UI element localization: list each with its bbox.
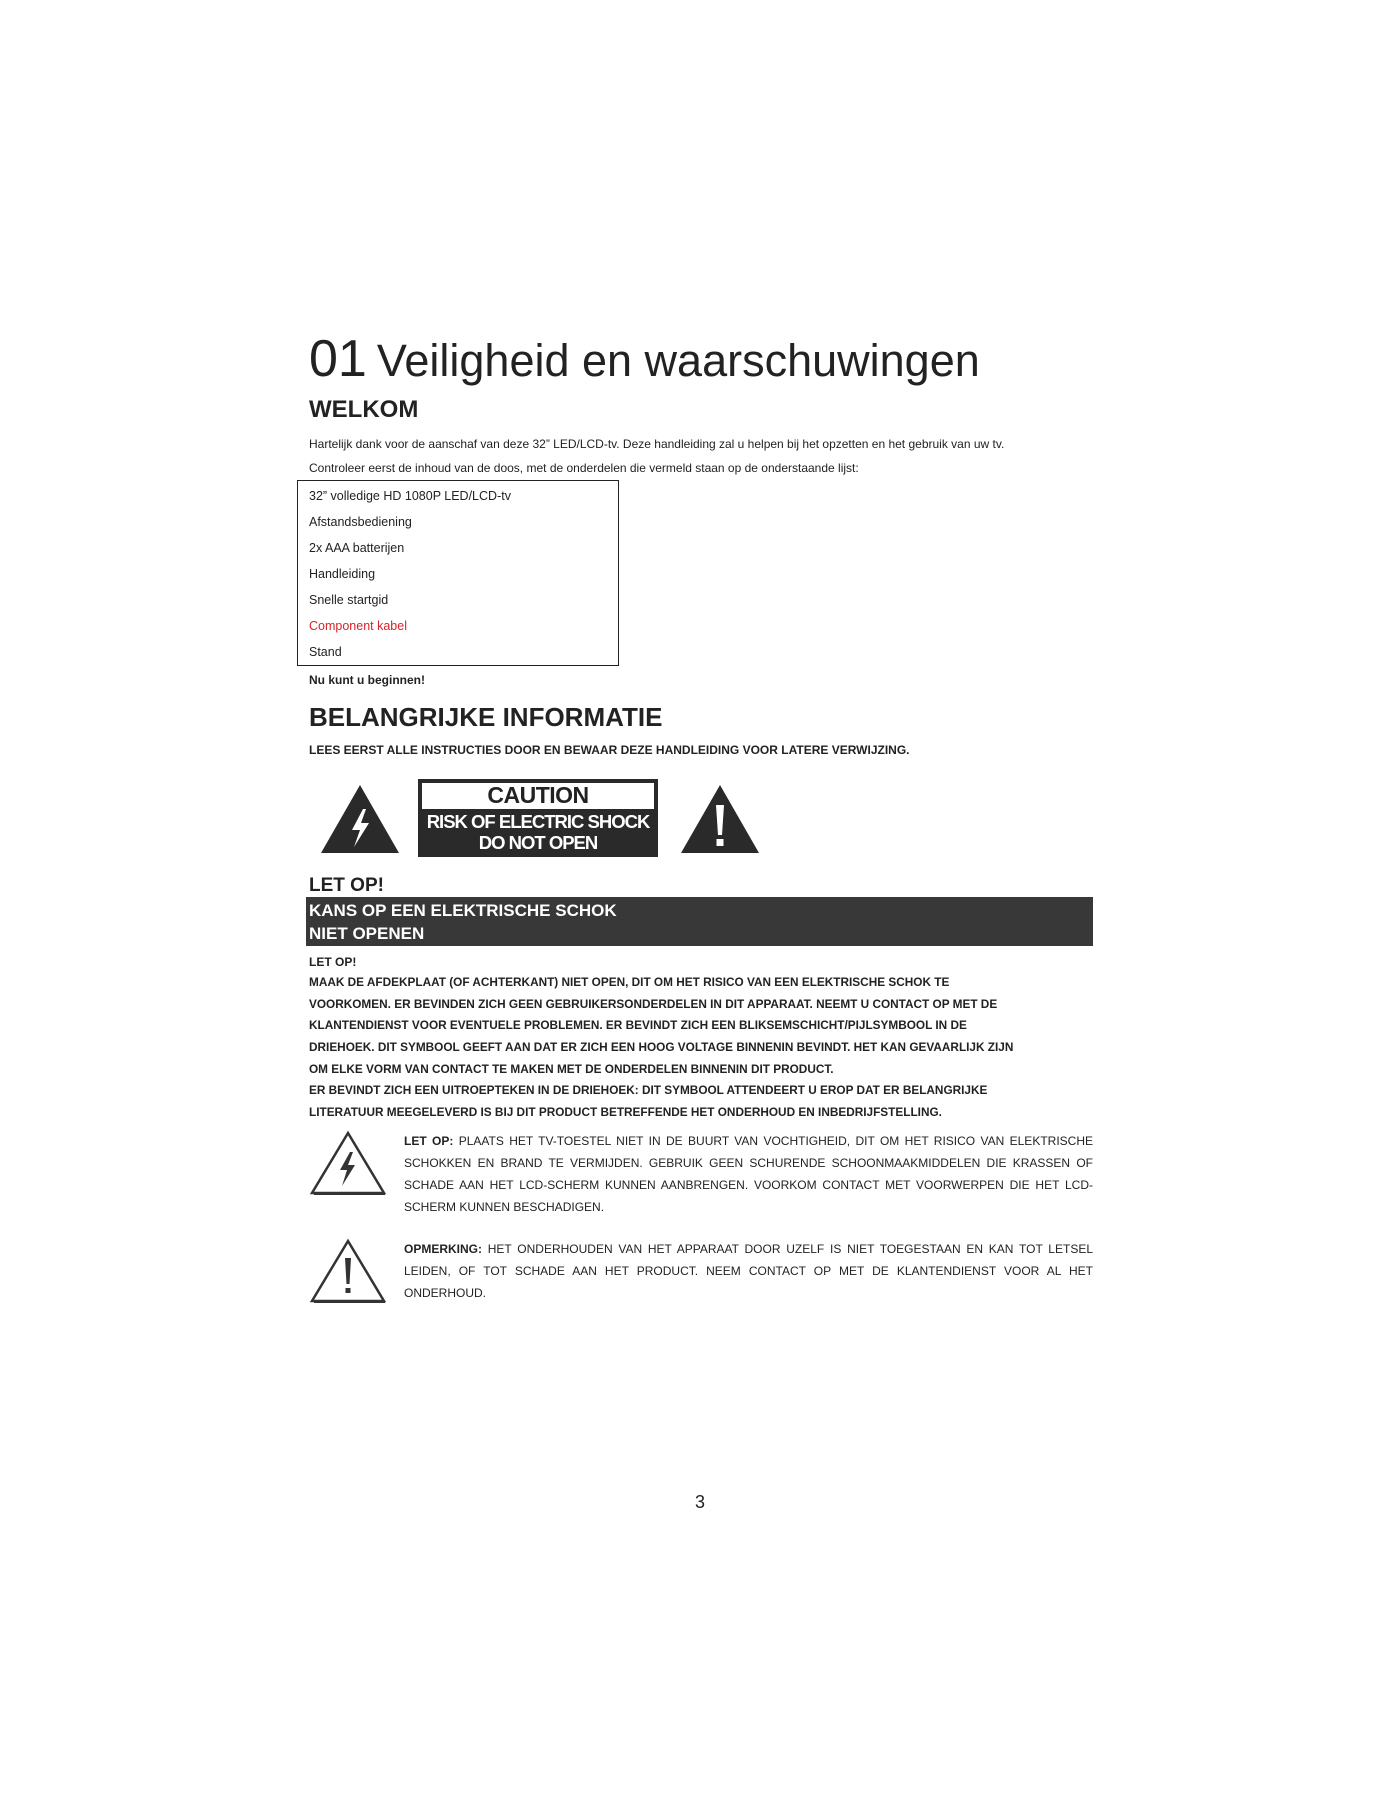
exclamation-triangle-icon [309,1238,387,1304]
chapter-title [309,330,1093,390]
note-let-op-text [404,1130,1093,1218]
warning-line: MAAK DE AFDEKPLAAT (OF ACHTERKANT) NIET OPEN, DIT OM HET RISICO VAN EEN ELEKTRISCHE SCHOK TE [309,974,950,989]
chapter-title-text: Veiligheid en waarschuwingen [376,335,980,386]
let-op-heading: LET OP! [309,874,384,896]
chapter-number: 01 [309,330,367,388]
warning-line: ER BEVINDT ZICH EEN UITROEPTEKEN IN DE DRIEHOEK: DIT SYMBOOL ATTENDEERT U EROP DAT ER BELANGRIJKE [309,1083,988,1098]
warning-line: LITERATUUR MEEGELEVERD IS BIJ DIT PRODUCT BETREFFENDE HET ONDERHOUD EN INBEDRIJFSTELLING. [309,1105,942,1120]
band-line-1: KANS OP EEN ELEKTRISCHE SCHOK [309,900,617,920]
warning-line: DRIEHOEK. DIT SYMBOOL GEEFT AAN DAT ER ZICH EEN HOOG VOLTAGE BINNENIN BEVINDT. HET KAN GEVAARLIJK ZIJN [309,1039,1014,1054]
list-item: Snelle startgid [309,592,389,607]
note-body: PLAATS HET TV-TOESTEL NIET IN DE BUURT VAN VOCHTIGHEID, DIT OM HET RISICO VAN ELEKTRISCHE SCHOKKEN EN BRAND TE VERMIJDEN. GEBRUIK GEEN SCHURENDE SCHOONMAAKMIDDELEN DIE KRASSEN OF SCHADE AAN HET LCD-SCHERM KUNNEN AANBRENGEN. VOORKOM CONTACT MET VOORWERPEN DIE HET LCD-SCHERM KUNNEN BESCHADIGEN. [404,1133,1093,1214]
warning-line: OM ELKE VORM VAN CONTACT TE MAKEN MET DE ONDERDELEN BINNENIN DIT PRODUCT. [309,1061,834,1076]
manual-page [309,330,1093,1304]
note-body: HET ONDERHOUDEN VAN HET APPARAAT DOOR UZELF IS NIET TOEGESTAAN EN KAN TOT LETSEL LEIDEN, OF TOT SCHADE AAN HET PRODUCT. NEEM CONTACT OP MET DE KLANTENDIENST VOOR AL HET ONDERHOUD. [404,1241,1093,1300]
list-item: Afstandsbediening [309,514,412,529]
lightning-triangle-icon [309,1130,387,1196]
note-label: LET OP: [404,1133,454,1148]
warning-symbols [309,779,1093,869]
welkom-intro-line-2: Controleer eerst de inhoud van de doos, met de onderdelen die vermeld staan op de onderstaande lijst: [309,460,859,475]
begin-text: Nu kunt u beginnen! [309,672,425,687]
shock-warning-band [306,897,1093,946]
caution-line-2: DO NOT OPEN [478,831,598,853]
warning-line: KLANTENDIENST VOOR EVENTUELE PROBLEMEN. ER BEVINDT ZICH EEN BLIKSEMSCHICHT/PIJLSYMBOOL IN DE [309,1018,967,1033]
let-op-small: LET OP! [309,954,357,969]
band-line-2: NIET OPENEN [309,923,425,943]
caution-title: CAUTION [422,783,654,809]
note-let-op [309,1130,1093,1230]
list-item: 32” volledige HD 1080P LED/LCD-tv [309,488,511,503]
box-contents-list [297,480,619,666]
caution-label [418,779,658,857]
lees-instructies: LEES EERST ALLE INSTRUCTIES DOOR EN BEWAAR DEZE HANDLEIDING VOOR LATERE VERWIJZING. [309,742,910,757]
note-label: OPMERKING: [404,1241,482,1256]
lightning-triangle-icon [319,783,401,855]
list-item: Handleiding [309,566,376,581]
welkom-heading: WELKOM [309,395,419,423]
list-item: Component kabel [309,618,407,633]
warning-line: VOORKOMEN. ER BEVINDEN ZICH GEEN GEBRUIKERSONDERDELEN IN DIT APPARAAT. NEEMT U CONTACT OP MET DE [309,996,998,1011]
note-opmerking-text [404,1238,1093,1304]
note-opmerking [309,1238,1093,1304]
list-item: Stand [309,644,342,659]
list-item: 2x AAA batterijen [309,540,405,555]
belangrijk-heading: BELANGRIJKE INFORMATIE [309,701,663,732]
page-number: 3 [694,1492,705,1512]
welkom-intro-line-1: Hartelijk dank voor de aanschaf van deze 32” LED/LCD-tv. Deze handleiding zal u helpen bij het opzetten en het gebruik van uw tv. [309,436,1005,451]
caution-line-1: RISK OF ELECTRIC SHOCK [426,810,650,832]
exclamation-triangle-icon [679,783,761,855]
